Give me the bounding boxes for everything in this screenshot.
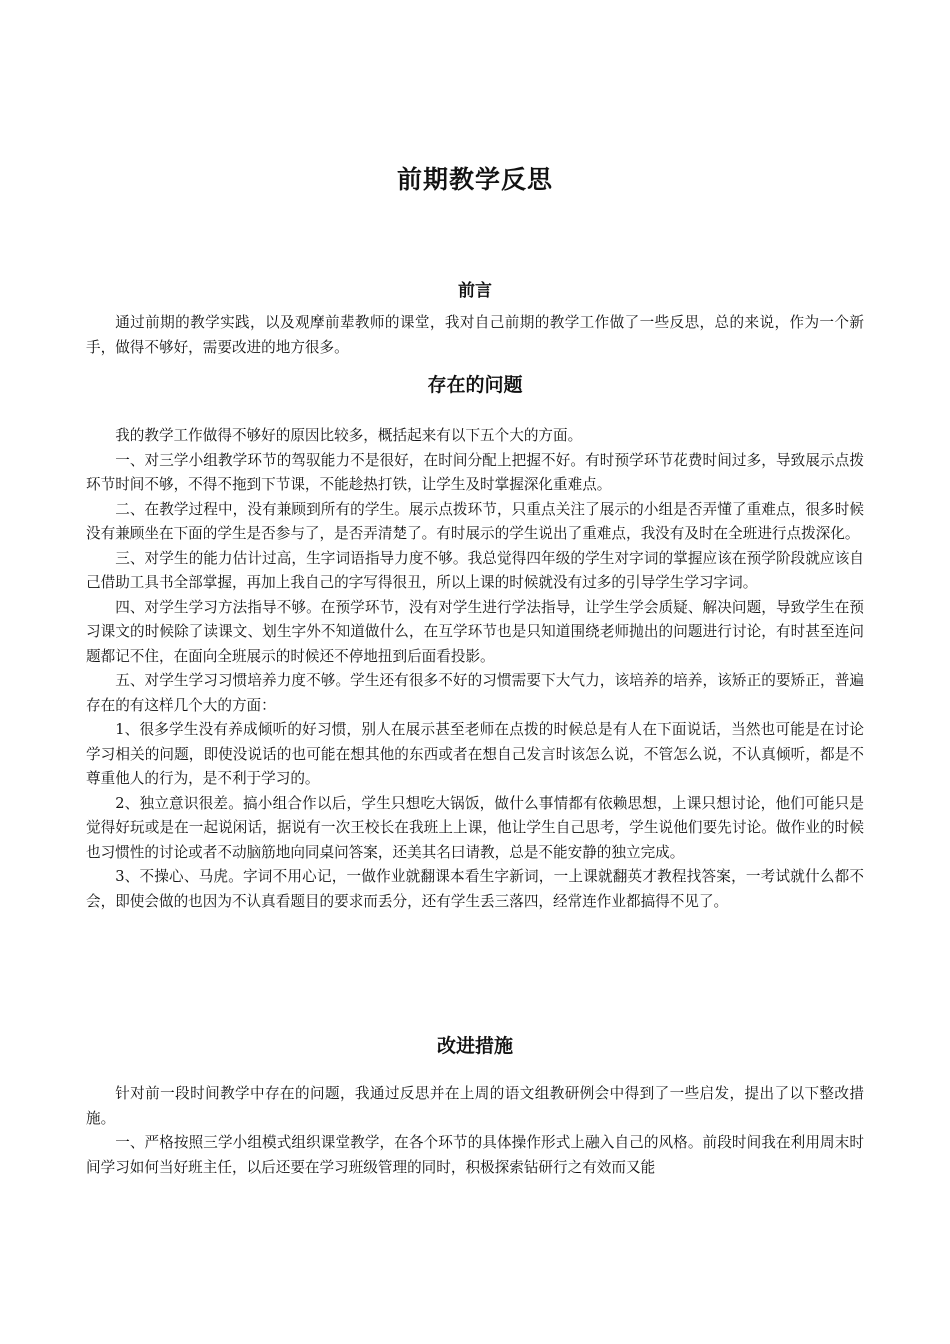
paragraph: 针对前一段时间教学中存在的问题，我通过反思并在上周的语文组教研例会中得到了一些启发，提出了以下整改措施。: [86, 1085, 864, 1127]
paragraph: 1、很多学生没有养成倾听的好习惯，别人在展示甚至老师在点拨的时候总是有人在下面说话，当然也可能是在讨论学习相关的问题，即使没说话的也可能在想其他的东西或者在想自己发言时该怎么说，不管怎么说，不认真倾听，都是不尊重他人的行为，是不利于学习的。: [86, 721, 864, 787]
paragraph: 五、对学生学习习惯培养力度不够。学生还有很多不好的习惯需要下大气力，该培养的培养，该矫正的要矫正，普遍存在的有这样几个大的方面：: [86, 672, 864, 714]
paragraph: 3、不操心、马虎。字词不用心记，一做作业就翻课本看生字新词，一上课就翻英才教程找答案，一考试就什么都不会，即使会做的也因为不认真看题目的要求而丢分，还有学生丢三落四，经常连作业都搞得不见了。: [86, 868, 864, 910]
intro-section: [86, 311, 864, 360]
section-heading-intro: 前言: [458, 281, 492, 301]
problems-section: [86, 424, 864, 914]
paragraph: 一、严格按照三学小组模式组织课堂教学，在各个环节的具体操作形式上融入自己的风格。前段时间我在利用周末时间学习如何当好班主任，以后还要在学习班级管理的同时，积极探索钻研行之有效而又能: [86, 1134, 864, 1176]
paragraph: 我的教学工作做得不够好的原因比较多，概括起来有以下五个大的方面。: [115, 427, 583, 444]
section-heading-problems: 存在的问题: [427, 374, 523, 396]
paragraph: 三、对学生的能力估计过高，生字词语指导力度不够。我总觉得四年级的学生对字词的掌握应该在预学阶段就应该自己借助工具书全部掌握，再加上我自己的字写得很丑，所以上课的时候就没有过多的引导学生学习字词。: [86, 549, 864, 591]
paragraph: 2、独立意识很差。搞小组合作以后，学生只想吃大锅饭，做什么事情都有依赖思想，上课只想讨论，他们可能只是觉得好玩或是在一起说闲话，据说有一次王校长在我班上上课，他让学生自己思考，学生说他们要先讨论。做作业的时候也习惯性的讨论或者不动脑筋地向同桌问答案，还美其名曰请教，总是不能安静的独立完成。: [86, 794, 864, 861]
paragraph: 二、在教学过程中，没有兼顾到所有的学生。展示点拨环节，只重点关注了展示的小组是否弄懂了重难点，很多时候没有兼顾坐在下面的学生是否参与了，是否弄清楚了。有时展示的学生说出了重难点，我没有及时在全班进行点拨深化。: [86, 500, 864, 542]
paragraph: 一、对三学小组教学环节的驾驭能力不是很好，在时间分配上把握不好。有时预学环节花费时间过多，导致展示点拨环节时间不够，不得不拖到下节课，不能趁热打铁，让学生及时掌握深化重难点。: [86, 451, 864, 493]
paragraph: 通过前期的教学实践，以及观摩前辈教师的课堂，我对自己前期的教学工作做了一些反思，总的来说，作为一个新手，做得不够好，需要改进的地方很多。: [86, 314, 864, 356]
section-heading-measures: 改进措施: [436, 1035, 513, 1057]
paragraph: 四、对学生学习方法指导不够。在预学环节，没有对学生进行学法指导，让学生学会质疑、解决问题，导致学生在预习课文的时候除了读课文、划生字外不知道做什么，在互学环节也是只知道围绕老师抛出的问题进行讨论，有时甚至连问题都记不住，在面向全班展示的时候还不停地扭到后面看投影。: [86, 598, 864, 665]
measures-section: [86, 1082, 864, 1180]
document-title: 前期教学反思: [396, 165, 553, 194]
